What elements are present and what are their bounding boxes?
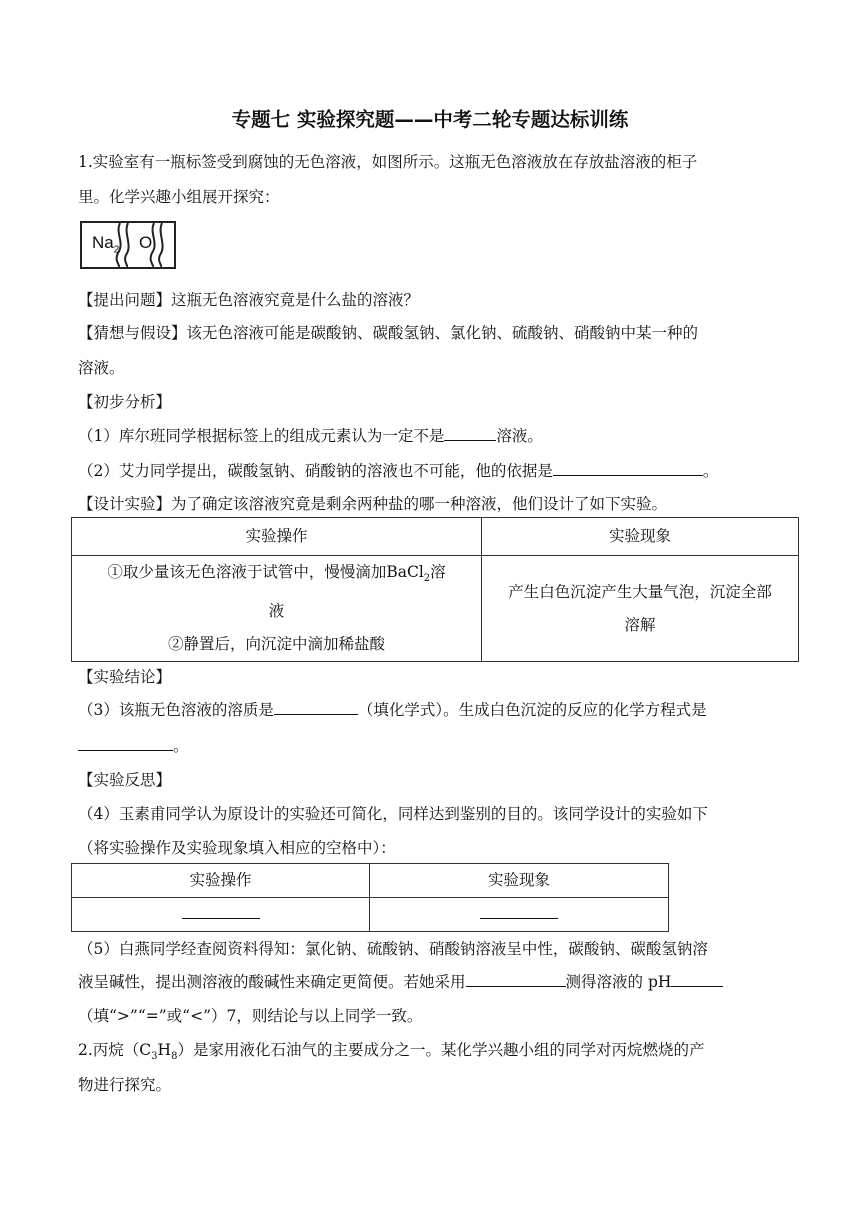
- table-cell-phenomenon: 产生白色沉淀产生大量气泡，沉淀全部 溶解: [482, 556, 799, 662]
- reflection-item-4-line1: （4）玉素甫同学认为原设计的实验还可简化，同样达到鉴别的目的。该同学设计的实验如下: [78, 805, 708, 823]
- conclusion-heading: 【实验结论】: [78, 668, 172, 686]
- answer-blank[interactable]: [553, 461, 703, 476]
- q2-line2: 物进行探究。: [78, 1076, 172, 1094]
- corroded-label-figure: $Na_2$ O: [80, 221, 176, 269]
- page-title: 专题七 实验探究题——中考二轮专题达标训练: [231, 108, 629, 131]
- q1-intro-line2: 里。化学兴趣小组展开探究：: [78, 188, 280, 206]
- experiment-table: [71, 517, 799, 662]
- answer-blank[interactable]: [274, 700, 358, 715]
- answer-cell-operation[interactable]: [72, 898, 370, 932]
- answer-blank[interactable]: [78, 736, 173, 751]
- answer-cell-phenomenon[interactable]: [370, 898, 669, 932]
- answer-blank[interactable]: [466, 972, 566, 987]
- table-header-phenomenon: 实验现象: [370, 864, 669, 898]
- reflection-item-5-line1: （5）白燕同学经查阅资料得知：氯化钠、硫酸钠、硝酸钠溶液呈中性，碳酸钠、碳酸氢钠溶: [78, 940, 708, 958]
- conclusion-item-3: （3）该瓶无色溶液的溶质是 （填化学式）。生成白色沉淀的反应的化学方程式是: [78, 701, 707, 719]
- corrosion-marks: [82, 223, 174, 267]
- simplified-experiment-table: [71, 863, 669, 932]
- table-header-operation: 实验操作: [72, 864, 370, 898]
- reflection-item-5-line2: 液呈碱性，提出测溶液的酸碱性来确定更简便。若她采用 测得溶液的 pH: [78, 970, 723, 992]
- reflection-item-4-line2: （将实验操作及实验现象填入相应的空格中）：: [78, 839, 396, 857]
- analysis-heading: 【初步分析】: [78, 393, 172, 411]
- table-header-phenomenon: 实验现象: [482, 518, 799, 556]
- hypothesis-line2: 溶液。: [78, 359, 125, 377]
- question-heading: 【提出问题】这瓶无色溶液究竟是什么盐的溶液？: [78, 291, 420, 309]
- analysis-item-1: （1）库尔班同学根据标签上的组成元素认为一定不是 溶液。: [78, 427, 543, 445]
- table-header-operation: 实验操作: [72, 518, 482, 556]
- hypothesis-line1: 【猜想与假设】该无色溶液可能是碳酸钠、碳酸氢钠、氯化钠、硫酸钠、硝酸钠中某一种的: [78, 324, 699, 342]
- q2-line1: 2.丙烷$(C_3H_8)$是家用液化石油气的主要成分之一。某化学兴趣小组的同学对丙烷燃烧的产: [78, 1041, 705, 1063]
- design-heading: 【设计实验】为了确定该溶液究竟是剩余两种盐的哪一种溶液，他们设计了如下实验。: [78, 495, 668, 513]
- table-cell-operation: ①取少量该无色溶液于试管中，慢慢滴加BaCl$_2$溶 液 ②静置后，向沉淀中滴加稀盐酸: [72, 556, 482, 662]
- answer-blank[interactable]: [671, 972, 723, 987]
- q1-intro-line1: 1.实验室有一瓶标签受到腐蚀的无色溶液，如图所示。这瓶无色溶液放在存放盐溶液的柜子: [78, 153, 698, 171]
- conclusion-item-3-cont: 。: [78, 734, 189, 756]
- answer-blank[interactable]: [444, 426, 496, 441]
- reflection-heading: 【实验反思】: [78, 771, 172, 789]
- analysis-item-2: （2）艾力同学提出，碳酸氢钠、硝酸钠的溶液也不可能，他的依据是 。: [78, 462, 719, 480]
- reflection-item-5-line3: （填“>”“=”或“<”）7，则结论与以上同学一致。: [78, 1007, 423, 1025]
